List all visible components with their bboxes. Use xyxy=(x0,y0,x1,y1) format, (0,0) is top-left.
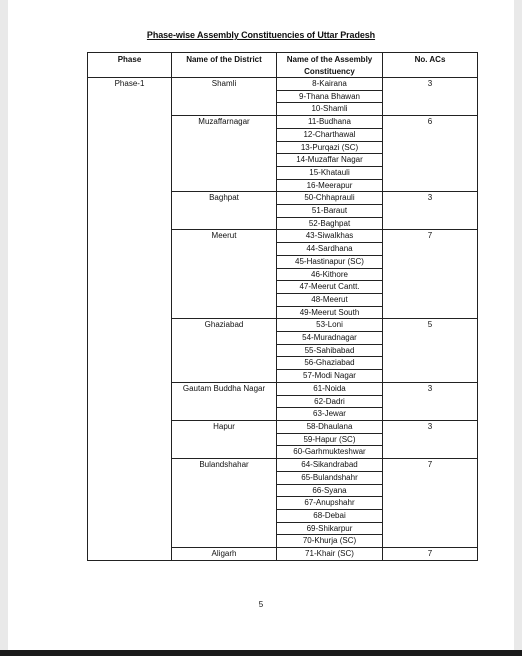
constituency-cell: 14-Muzaffar Nagar xyxy=(277,154,383,167)
constituency-cell: 59-Hapur (SC) xyxy=(277,433,383,446)
district-cell: Ghaziabad xyxy=(172,319,277,383)
ac-count-cell: 6 xyxy=(383,116,478,192)
constituency-cell: 50-Chhaprauli xyxy=(277,192,383,205)
constituency-cell: 10-Shamli xyxy=(277,103,383,116)
district-cell: Aligarh xyxy=(172,548,277,561)
constituency-table xyxy=(87,52,478,561)
page-number: 5 xyxy=(258,600,264,609)
constituency-cell: 71-Khair (SC) xyxy=(277,548,383,561)
constituency-cell: 68-Debai xyxy=(277,509,383,522)
constituency-cell: 49-Meerut South xyxy=(277,306,383,319)
constituency-cell: 55-Sahibabad xyxy=(277,344,383,357)
district-cell: Shamli xyxy=(172,78,277,116)
constituency-cell: 69-Shikarpur xyxy=(277,522,383,535)
district-cell: Baghpat xyxy=(172,192,277,230)
constituency-cell: 62-Dadri xyxy=(277,395,383,408)
constituency-cell: 53-Loni xyxy=(277,319,383,332)
ac-count-cell: 3 xyxy=(383,420,478,458)
constituency-cell: 54-Muradnagar xyxy=(277,332,383,345)
district-cell: Gautam Buddha Nagar xyxy=(172,382,277,420)
constituency-cell: 12-Charthawal xyxy=(277,128,383,141)
constituency-cell: 65-Bulandshahr xyxy=(277,471,383,484)
constituency-cell: 11-Budhana xyxy=(277,116,383,129)
constituency-cell: 46-Kithore xyxy=(277,268,383,281)
district-cell: Bulandshahar xyxy=(172,459,277,548)
constituency-cell: 43-Siwalkhas xyxy=(277,230,383,243)
district-cell: Muzaffarnagar xyxy=(172,116,277,192)
ac-count-cell: 7 xyxy=(383,548,478,561)
table-header-row xyxy=(88,53,478,78)
constituency-cell: 70-Khurja (SC) xyxy=(277,535,383,548)
header-constituency: Name of the Assembly Constituency xyxy=(277,53,383,78)
document-page xyxy=(8,0,514,650)
ac-count-cell: 3 xyxy=(383,382,478,420)
district-cell: Hapur xyxy=(172,420,277,458)
constituency-cell: 64-Sikandrabad xyxy=(277,459,383,472)
table-body xyxy=(88,78,478,561)
constituency-cell: 60-Garhmukteshwar xyxy=(277,446,383,459)
constituency-cell: 52-Baghpat xyxy=(277,217,383,230)
header-district: Name of the District xyxy=(172,53,277,78)
constituency-cell: 56-Ghaziabad xyxy=(277,357,383,370)
constituency-cell: 66-Syana xyxy=(277,484,383,497)
constituency-cell: 13-Purqazi (SC) xyxy=(277,141,383,154)
bottom-edge-bar xyxy=(0,650,522,656)
constituency-cell: 16-Meerapur xyxy=(277,179,383,192)
constituency-cell: 51-Baraut xyxy=(277,205,383,218)
ac-count-cell: 7 xyxy=(383,459,478,548)
constituency-cell: 57-Modi Nagar xyxy=(277,370,383,383)
constituency-cell: 8-Kairana xyxy=(277,78,383,91)
constituency-cell: 9-Thana Bhawan xyxy=(277,90,383,103)
document-title: Phase-wise Assembly Constituencies of Uttar Pradesh xyxy=(146,30,376,40)
constituency-cell: 58-Dhaulana xyxy=(277,420,383,433)
constituency-cell: 47-Meerut Cantt. xyxy=(277,281,383,294)
constituency-cell: 61-Noida xyxy=(277,382,383,395)
district-cell: Meerut xyxy=(172,230,277,319)
constituency-cell: 44-Sardhana xyxy=(277,243,383,256)
ac-count-cell: 7 xyxy=(383,230,478,319)
constituency-cell: 15-Khatauli xyxy=(277,166,383,179)
header-phase: Phase xyxy=(88,53,172,78)
phase-cell: Phase-1 xyxy=(88,78,172,561)
constituency-cell: 67-Anupshahr xyxy=(277,497,383,510)
constituency-cell: 45-Hastinapur (SC) xyxy=(277,255,383,268)
constituency-cell: 63-Jewar xyxy=(277,408,383,421)
ac-count-cell: 5 xyxy=(383,319,478,383)
header-count: No. ACs xyxy=(383,53,478,78)
constituency-cell: 48-Meerut xyxy=(277,293,383,306)
ac-count-cell: 3 xyxy=(383,78,478,116)
table-row xyxy=(88,78,478,91)
ac-count-cell: 3 xyxy=(383,192,478,230)
